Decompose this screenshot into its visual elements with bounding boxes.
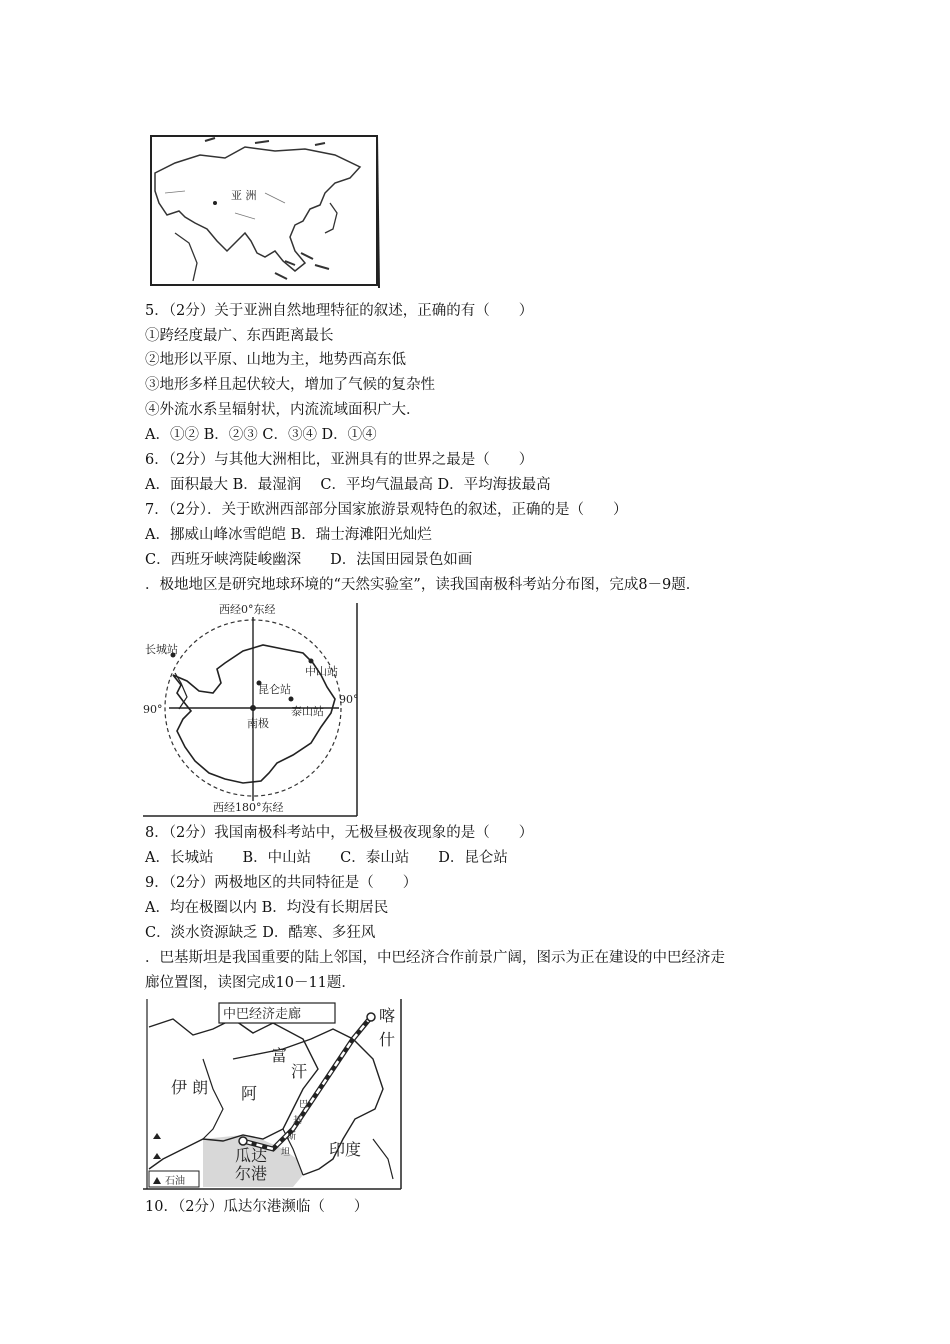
west-90-label: 90° xyxy=(143,703,163,716)
gwadar-label-2: 尔港 xyxy=(235,1164,268,1183)
pakistan-label-2: 基 xyxy=(293,1116,303,1126)
kashgar-label-1: 喀 xyxy=(379,1006,396,1025)
cpec-map-figure xyxy=(143,999,405,1193)
east-90-label: 90° xyxy=(339,693,359,706)
q7-choices-cd: C．西班牙峡湾陡峻幽深 D．法国田园景色如画 xyxy=(145,552,473,568)
gwadar-label-1: 瓜达 xyxy=(235,1146,268,1165)
antarctica-map-figure xyxy=(143,603,361,817)
meridian-180-label: 西经180°东经 xyxy=(213,801,284,814)
q9-stem: 9．（2分）两极地区的共同特征是（ ） xyxy=(145,875,418,891)
zhongshan-station-label: 中山站 xyxy=(305,665,338,678)
asia-label: 亚 洲 xyxy=(231,189,257,202)
great-wall-station-label: 长城站 xyxy=(145,643,178,656)
q8-choices: A．长城站 B．中山站 C．泰山站 D．昆仑站 xyxy=(145,850,508,866)
south-pole-label: 南极 xyxy=(247,717,269,730)
afghanistan-label-1: 富 xyxy=(271,1046,288,1065)
q5-option-4: ④外流水系呈辐射状，内流流域面积广大． xyxy=(145,402,421,418)
meridian-0-label: 西经0°东经 xyxy=(219,603,276,616)
q9-choices-ab: A．均在极圈以内 B．均没有长期居民 xyxy=(145,900,389,916)
kashgar-label-2: 什 xyxy=(379,1030,396,1049)
q8-9-intro: ．极地地区是研究地球环境的“天然实验室”，读我国南极科考站分布图，完成8－9题． xyxy=(145,577,701,593)
q7-stem: 7．（2分）．关于欧洲西部部分国家旅游景观特色的叙述，正确的是（ ） xyxy=(145,502,628,518)
q10-stem: 10．（2分）瓜达尔港濒临（ ） xyxy=(145,1199,369,1215)
asia-map-figure xyxy=(145,133,381,289)
afghanistan-label-3: 阿 xyxy=(241,1084,258,1103)
q10-11-intro-2: 廊位置图，读图完成10－11题． xyxy=(145,975,356,991)
corridor-title: 中巴经济走廊 xyxy=(223,1007,302,1022)
pakistan-label-1: 巴 xyxy=(299,1100,309,1110)
iran-label: 伊 朗 xyxy=(171,1078,209,1097)
q5-option-1: ①跨经度最广、东西距离最长 xyxy=(145,328,334,344)
q5-choices: A．①② B．②③ C．③④ D．①④ xyxy=(145,427,377,443)
q6-stem: 6．（2分）与其他大洲相比，亚洲具有的世界之最是（ ） xyxy=(145,452,534,468)
afghanistan-label-2: 汗 xyxy=(291,1062,308,1081)
q9-choices-cd: C．淡水资源缺乏 D．酷寒、多狂风 xyxy=(145,925,376,941)
pakistan-label-3: 斯 xyxy=(287,1132,297,1142)
taishan-station-label: 泰山站 xyxy=(291,705,324,718)
q5-option-3: ③地形多样且起伏较大，增加了气候的复杂性 xyxy=(145,377,435,393)
q10-11-intro-1: ．巴基斯坦是我国重要的陆上邻国，中巴经济合作前景广阔，图示为正在建设的中巴经济走 xyxy=(145,950,725,966)
q8-stem: 8．（2分）我国南极科考站中，无极昼极夜现象的是（ ） xyxy=(145,825,534,841)
q6-choices: A．面积最大 B．最湿润 C．平均气温最高 D．平均海拔最高 xyxy=(145,477,551,493)
q5-stem: 5．（2分）关于亚洲自然地理特征的叙述，正确的有（ ） xyxy=(145,303,534,319)
kunlun-station-label: 昆仑站 xyxy=(258,683,291,696)
q5-option-2: ②地形以平原、山地为主，地势西高东低 xyxy=(145,352,406,368)
oil-legend-label: 石油 xyxy=(165,1176,185,1187)
pakistan-label-4: 坦 xyxy=(281,1148,291,1158)
q7-choices-ab: A．挪威山峰冰雪皑皑 B．瑞士海滩阳光灿烂 xyxy=(145,527,432,543)
india-label: 印度 xyxy=(329,1140,362,1159)
